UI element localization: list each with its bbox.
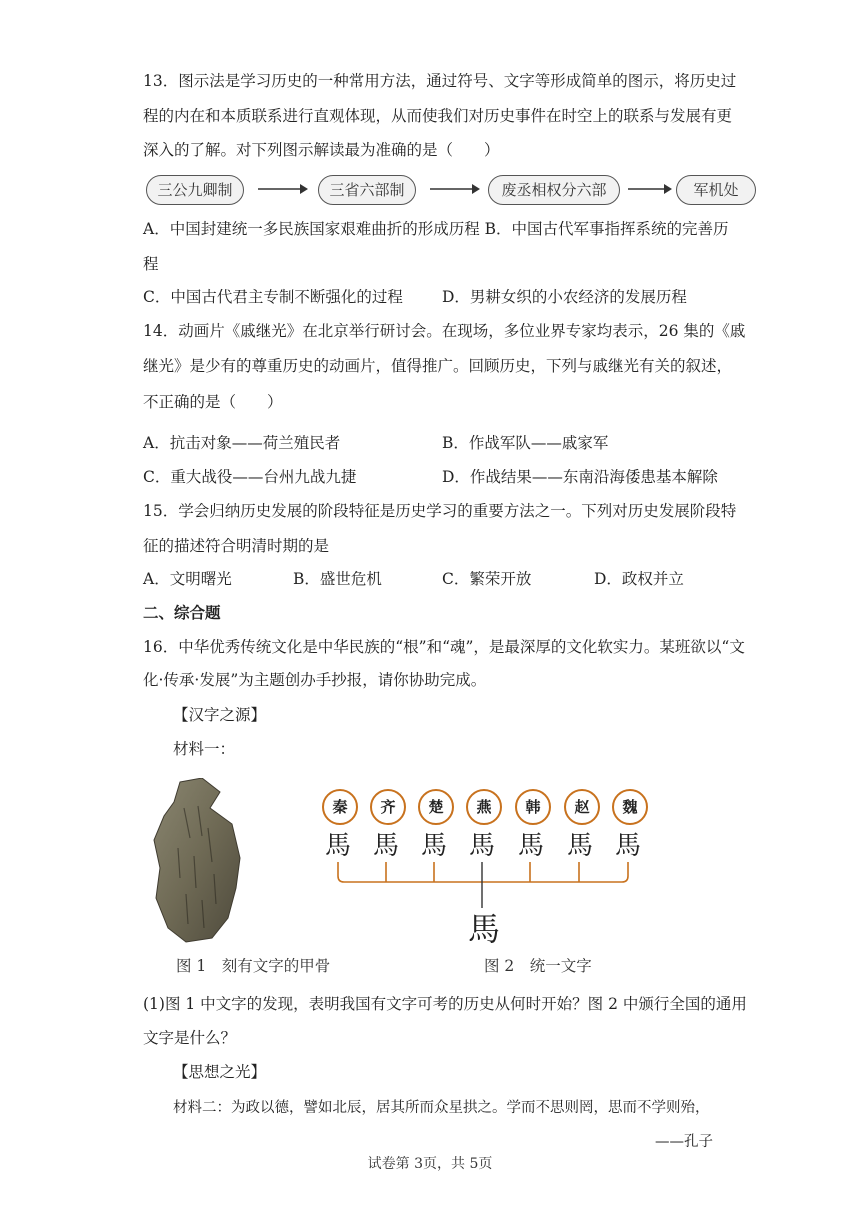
q15-option-c: C．繁荣开放 xyxy=(442,570,532,588)
q15-option-a: A．文明曙光 xyxy=(143,570,232,588)
state-circle-yan: 燕 xyxy=(466,789,502,825)
ancient-glyph-han: 馬 xyxy=(517,831,544,861)
q14-option-c: C．重大战役——台州九战九捷 xyxy=(143,468,357,486)
flow-step-3: 废丞相权分六部 xyxy=(488,175,620,205)
ancient-glyph-zhao: 馬 xyxy=(566,831,593,861)
q13-option-d: D．男耕女织的小农经济的发展历程 xyxy=(442,288,687,306)
state-circle-wei: 魏 xyxy=(612,789,648,825)
q15-text-line2: 征的描述符合明清时期的是 xyxy=(143,537,330,555)
state-circle-zhao: 赵 xyxy=(564,789,600,825)
q16-sub1-line1: (1)图 1 中文字的发现，表明我国有文字可考的历史从何时开始？图 2 中颁行全国的通用 xyxy=(143,995,747,1013)
flow-step-1: 三公九卿制 xyxy=(146,175,244,205)
q14-option-b: B．作战军队——戚家军 xyxy=(442,434,609,452)
q15-option-d: D．政权并立 xyxy=(594,570,684,588)
state-circle-qin: 秦 xyxy=(322,789,358,825)
q13-text-line3: 深入的了解。对下列图示解读最为准确的是（ ） xyxy=(143,141,500,159)
ancient-glyph-chu: 馬 xyxy=(420,831,447,861)
q16-text-line2: 化·传承·发展”为主题创办手抄报，请你协助完成。 xyxy=(143,671,487,689)
q13-option-a-line2: 程 xyxy=(143,255,159,273)
q13-option-c: C．中国古代君主专制不断强化的过程 xyxy=(143,288,403,306)
ancient-glyph-qin: 馬 xyxy=(324,831,351,861)
q13-text-line2: 程的内在和本质联系进行直观体现，从而使我们对历史事件在时空上的联系与发展有更 xyxy=(143,107,733,125)
q16-heading-hanzi: 【汉字之源】 xyxy=(173,706,267,724)
q14-text-line3: 不正确的是（ ） xyxy=(143,393,283,411)
figure-1-caption: 图 1 刻有文字的甲骨 xyxy=(176,957,331,975)
arrow-right-icon xyxy=(628,182,672,196)
ancient-glyph-wei: 馬 xyxy=(614,831,641,861)
merge-bracket-lines xyxy=(330,862,630,910)
q16-heading-thought: 【思想之光】 xyxy=(173,1063,267,1081)
q16-material-2: 材料二：为政以德，譬如北辰，居其所而众星拱之。学而不思则罔，思而不学则殆， xyxy=(173,1100,710,1116)
flow-step-2: 三省六部制 xyxy=(318,175,416,205)
q14-text-line1: 14．动画片《戚继光》在北京举行研讨会。在现场，多位业界专家均表示，26 集的《戚 xyxy=(143,322,746,340)
q14-text-line2: 继光》是少有的尊重历史的动画片，值得推广。回顾历史，下列与戚继光有关的叙述， xyxy=(143,357,733,375)
q13-option-a-line1: A．中国封建统一多民族国家艰难曲折的形成历程 B．中国古代军事指挥系统的完善历 xyxy=(143,220,729,238)
q16-text-line1: 16．中华优秀传统文化是中华民族的“根”和“魂”，是最深厚的文化软实力。某班欲以“文 xyxy=(143,638,745,656)
q14-option-d: D．作战结果——东南沿海倭患基本解除 xyxy=(442,468,718,486)
ancient-glyph-yan: 馬 xyxy=(468,831,495,861)
unified-glyph: 馬 xyxy=(467,910,500,948)
state-circle-qi: 齐 xyxy=(370,789,406,825)
figure-2-caption: 图 2 统一文字 xyxy=(484,957,592,975)
arrow-right-icon xyxy=(430,182,480,196)
q16-sub1-line2: 文字是什么？ xyxy=(143,1029,237,1047)
q16-attribution: ——孔子 xyxy=(655,1134,713,1150)
flow-step-4: 军机处 xyxy=(676,175,756,205)
page-footer: 试卷第 3页，共 5页 xyxy=(367,1156,493,1172)
q15-option-b: B．盛世危机 xyxy=(293,570,382,588)
section-heading: 二、综合题 xyxy=(143,603,221,622)
arrow-right-icon xyxy=(258,182,308,196)
q15-text-line1: 15．学会归纳历史发展的阶段特征是历史学习的重要方法之一。下列对历史发展阶段特 xyxy=(143,502,737,520)
q16-material-1-label: 材料一： xyxy=(173,740,236,758)
state-circle-han: 韩 xyxy=(515,789,551,825)
ancient-glyph-qi: 馬 xyxy=(372,831,399,861)
q13-text-line1: 13．图示法是学习历史的一种常用方法，通过符号、文字等形成简单的图示，将历史过 xyxy=(143,72,737,90)
oracle-bone-image xyxy=(150,778,245,943)
q14-option-a: A．抗击对象——荷兰殖民者 xyxy=(143,434,341,452)
state-circle-chu: 楚 xyxy=(418,789,454,825)
